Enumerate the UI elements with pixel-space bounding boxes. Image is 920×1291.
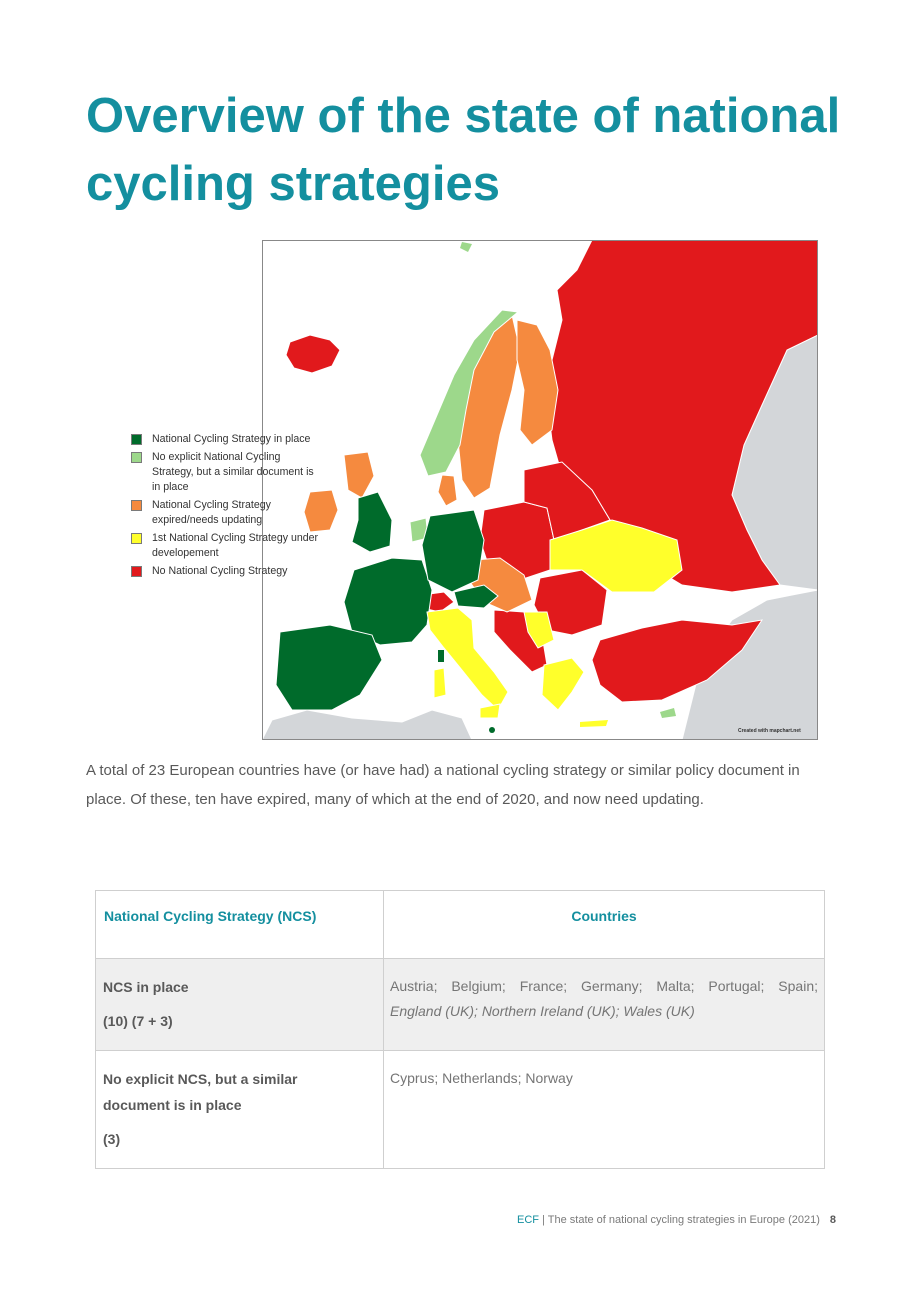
legend-swatch-no-strategy (131, 566, 142, 577)
category-label: No explicit NCS, but a similar (103, 1071, 298, 1087)
table-cell-countries (384, 959, 825, 1051)
legend-swatch-expired (131, 500, 142, 511)
legend-label: No National Cycling Strategy (152, 565, 288, 577)
table-header-row (96, 891, 825, 959)
legend-swatch-ncs-in-place (131, 434, 142, 445)
page-title-line2: cycling strategies (86, 157, 500, 211)
category-label-cont: document is in place (103, 1097, 242, 1113)
countries-line: Cyprus; Netherlands; Norway (390, 1070, 573, 1086)
legend-item-similar-document (131, 450, 321, 495)
legend-item-ncs-in-place (131, 432, 321, 447)
page-title (86, 82, 846, 218)
legend-swatch-under-development (131, 533, 142, 544)
map-region-sardinia (434, 668, 446, 698)
map-region-malta (489, 727, 495, 733)
footer-separator: | (538, 1214, 548, 1226)
legend-item-under-development (131, 531, 321, 561)
page-title-line1: Overview of the state of national (86, 89, 841, 143)
countries-line-uk: England (UK); Northern Ireland (UK); Wales (UK) (390, 1003, 695, 1019)
legend-item-expired (131, 498, 321, 528)
category-label: NCS in place (103, 979, 189, 995)
legend-label: 1st National Cycling Strategy under developement (152, 532, 319, 559)
legend-swatch-similar-document (131, 452, 142, 463)
table-header-countries: Countries (384, 891, 825, 959)
countries-line: Austria; Belgium; France; Germany; Malta; Portugal; Spain; (390, 978, 818, 994)
footer-text: The state of national cycling strategies in Europe (2021) (547, 1214, 820, 1226)
ncs-table (95, 890, 825, 1169)
legend-label: National Cycling Strategy expired/needs updating (152, 499, 271, 526)
map-region-corsica (438, 650, 444, 662)
table-cell-category (96, 959, 384, 1051)
legend-item-no-strategy (131, 564, 321, 579)
table-header-ncs: National Cycling Strategy (NCS) (96, 891, 384, 959)
page-number: 8 (829, 1214, 836, 1226)
table-row (96, 959, 825, 1051)
intro-paragraph: A total of 23 European countries have (or have had) a national cycling strategy or similar policy document in place. Of these, ten have expired, many of which at the end of 2020, and now need updating. (86, 762, 800, 808)
category-count: (10) (7 + 3) (103, 1013, 173, 1029)
legend-label: National Cycling Strategy in place (152, 433, 311, 445)
table-cell-countries (384, 1051, 825, 1169)
table-row (96, 1051, 825, 1169)
europe-map-svg (262, 240, 818, 740)
page-footer (517, 1214, 836, 1226)
legend-label: No explicit National Cycling Strategy, but a similar document is in place (152, 451, 314, 493)
category-count: (3) (103, 1131, 121, 1147)
map-credit: Created with mapchart.net (738, 728, 801, 734)
europe-map (262, 240, 818, 740)
map-legend (131, 432, 321, 582)
map-region-germany (422, 510, 484, 592)
table-cell-category (96, 1051, 384, 1169)
footer-org: ECF (516, 1214, 539, 1226)
